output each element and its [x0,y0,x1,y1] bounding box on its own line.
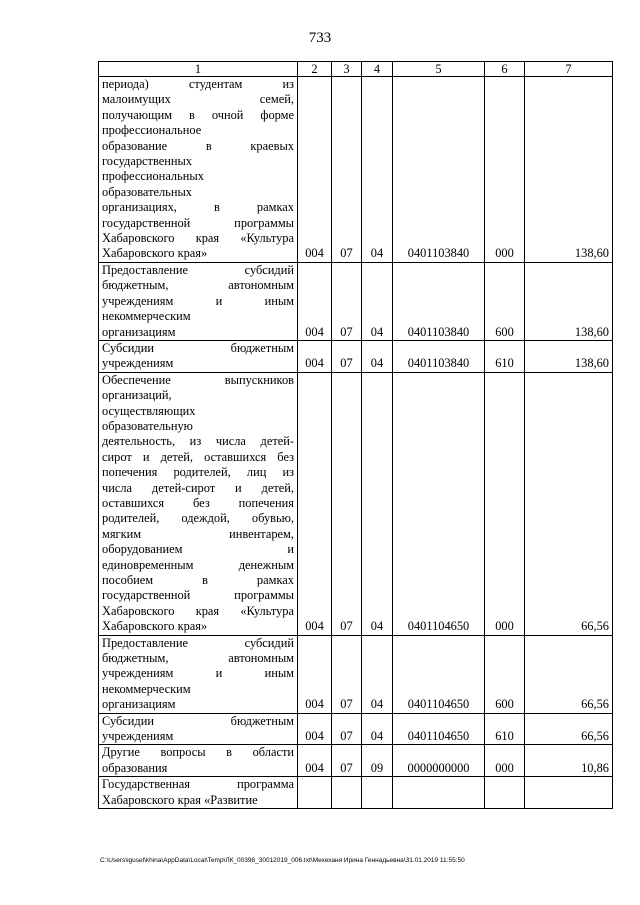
table-row [99,713,613,745]
row-description [99,777,298,809]
expense-type-code [485,777,525,809]
description-line: Предоставление субсидий [102,635,294,650]
table-row [99,635,613,713]
description-line: профессиональных [102,169,204,184]
target-article-code: 0401103840 [393,340,485,372]
description-line: Хабаровского края «Культура [102,603,294,618]
amount: 66,56 [525,635,613,713]
amount: 10,86 [525,745,613,777]
description-line: некоммерческим [102,309,191,324]
ministry-code: 004 [298,340,332,372]
ministry-code [298,777,332,809]
description-line: Предоставление субсидий [102,262,294,277]
description-line: пособием в рамках [102,573,294,587]
section-code: 07 [332,635,362,713]
description-line: Хабаровского края» [102,246,208,261]
expense-type-code: 000 [485,77,525,263]
target-article-code: 0401103840 [393,262,485,340]
col-header-6: 6 [485,62,525,77]
description-line: бюджетным, автономным [102,278,294,293]
expense-type-code: 610 [485,713,525,745]
amount [525,777,613,809]
section-code: 07 [332,745,362,777]
col-header-3: 3 [332,62,362,77]
amount: 138,60 [525,77,613,263]
row-description [99,745,298,777]
description-line: организациях, в рамках [102,200,294,215]
expense-type-code: 600 [485,262,525,340]
section-code: 07 [332,372,362,635]
col-header-4: 4 [362,62,393,77]
subsection-code: 04 [362,77,393,263]
ministry-code: 004 [298,372,332,635]
subsection-code: 09 [362,745,393,777]
col-header-2: 2 [298,62,332,77]
ministry-code: 004 [298,77,332,263]
table-row [99,340,613,372]
table-row [99,77,613,263]
description-line: государственных [102,154,193,169]
description-line: Хабаровского края «Культура [102,231,294,246]
description-line: родителей, одеждой, обувью, [102,511,294,526]
description-line: Обеспечение выпускников [102,372,294,387]
expense-type-code: 610 [485,340,525,372]
description-line: осуществляющих [102,403,196,418]
target-article-code: 0401104650 [393,635,485,713]
amount: 66,56 [525,713,613,745]
budget-table [98,61,613,809]
row-description [99,77,298,263]
description-line: учреждениям и иным [102,293,294,308]
target-article-code: 0401104650 [393,372,485,635]
table-row [99,777,613,809]
description-line: организаций, [102,388,172,403]
description-line: Субсидии бюджетным [102,340,294,355]
section-code: 07 [332,262,362,340]
subsection-code: 04 [362,713,393,745]
footer-path: C:\Users\igusel\khina\AppData\Local\Temp\ЛК_00398_30012019_006.txt\Мехеханя Ирина Геннадьевна\31.01.2019 11:55:50 [100,857,465,864]
ministry-code: 004 [298,713,332,745]
target-article-code: 0401104650 [393,713,485,745]
description-line: Другие вопросы в области [102,745,294,760]
description-line: деятельность, из числа детей- [102,434,294,449]
description-line: периода) студентам из [102,77,294,91]
target-article-code: 0000000000 [393,745,485,777]
subsection-code [362,777,393,809]
description-line: получающим в очной форме [102,107,294,122]
ministry-code: 004 [298,745,332,777]
row-description [99,635,298,713]
col-header-1: 1 [99,62,298,77]
row-description [99,713,298,745]
description-line: Хабаровского края «Развитие [102,792,258,807]
description-line: мягким инвентарем, [102,526,294,541]
description-line: учреждениям [102,729,174,744]
target-article-code [393,777,485,809]
description-line: образовательную [102,418,193,433]
description-line: государственной программы [102,588,294,603]
subsection-code: 04 [362,635,393,713]
row-description [99,340,298,372]
row-description [99,262,298,340]
table-row [99,372,613,635]
description-line: организациям [102,697,176,712]
description-line: учреждениям и иным [102,666,294,681]
description-line: образования [102,760,168,775]
table-row [99,745,613,777]
description-line: учреждениям [102,356,174,371]
target-article-code: 0401103840 [393,77,485,263]
description-line: образование в краевых [102,138,294,153]
col-header-7: 7 [525,62,613,77]
description-line: организациям [102,324,176,339]
description-line: малоимущих семей, [102,92,294,107]
section-code: 07 [332,713,362,745]
amount: 66,56 [525,372,613,635]
description-line: Субсидии бюджетным [102,713,294,728]
description-line: оставшихся без попечения [102,495,294,510]
row-description [99,372,298,635]
description-line: попечения родителей, лиц из [102,465,294,480]
description-line: Хабаровского края» [102,619,208,634]
amount: 138,60 [525,262,613,340]
expense-type-code: 000 [485,745,525,777]
section-code [332,777,362,809]
description-line: сирот и детей, оставшихся без [102,449,294,464]
col-header-5: 5 [393,62,485,77]
section-code: 07 [332,340,362,372]
expense-type-code: 000 [485,372,525,635]
description-line: некоммерческим [102,681,191,696]
subsection-code: 04 [362,340,393,372]
subsection-code: 04 [362,372,393,635]
expense-type-code: 600 [485,635,525,713]
description-line: оборудованием и [102,542,294,557]
description-line: образовательных [102,184,192,199]
description-line: Государственная программа [102,777,294,792]
description-line: единовременным денежным [102,557,294,572]
page-number: 733 [308,30,332,46]
table-row [99,262,613,340]
subsection-code: 04 [362,262,393,340]
ministry-code: 004 [298,262,332,340]
header-row [99,62,613,77]
description-line: числа детей-сирот и детей, [102,480,294,495]
amount: 138,60 [525,340,613,372]
ministry-code: 004 [298,635,332,713]
description-line: профессиональное [102,123,202,138]
description-line: бюджетным, автономным [102,651,294,666]
description-line: государственной программы [102,215,294,230]
section-code: 07 [332,77,362,263]
